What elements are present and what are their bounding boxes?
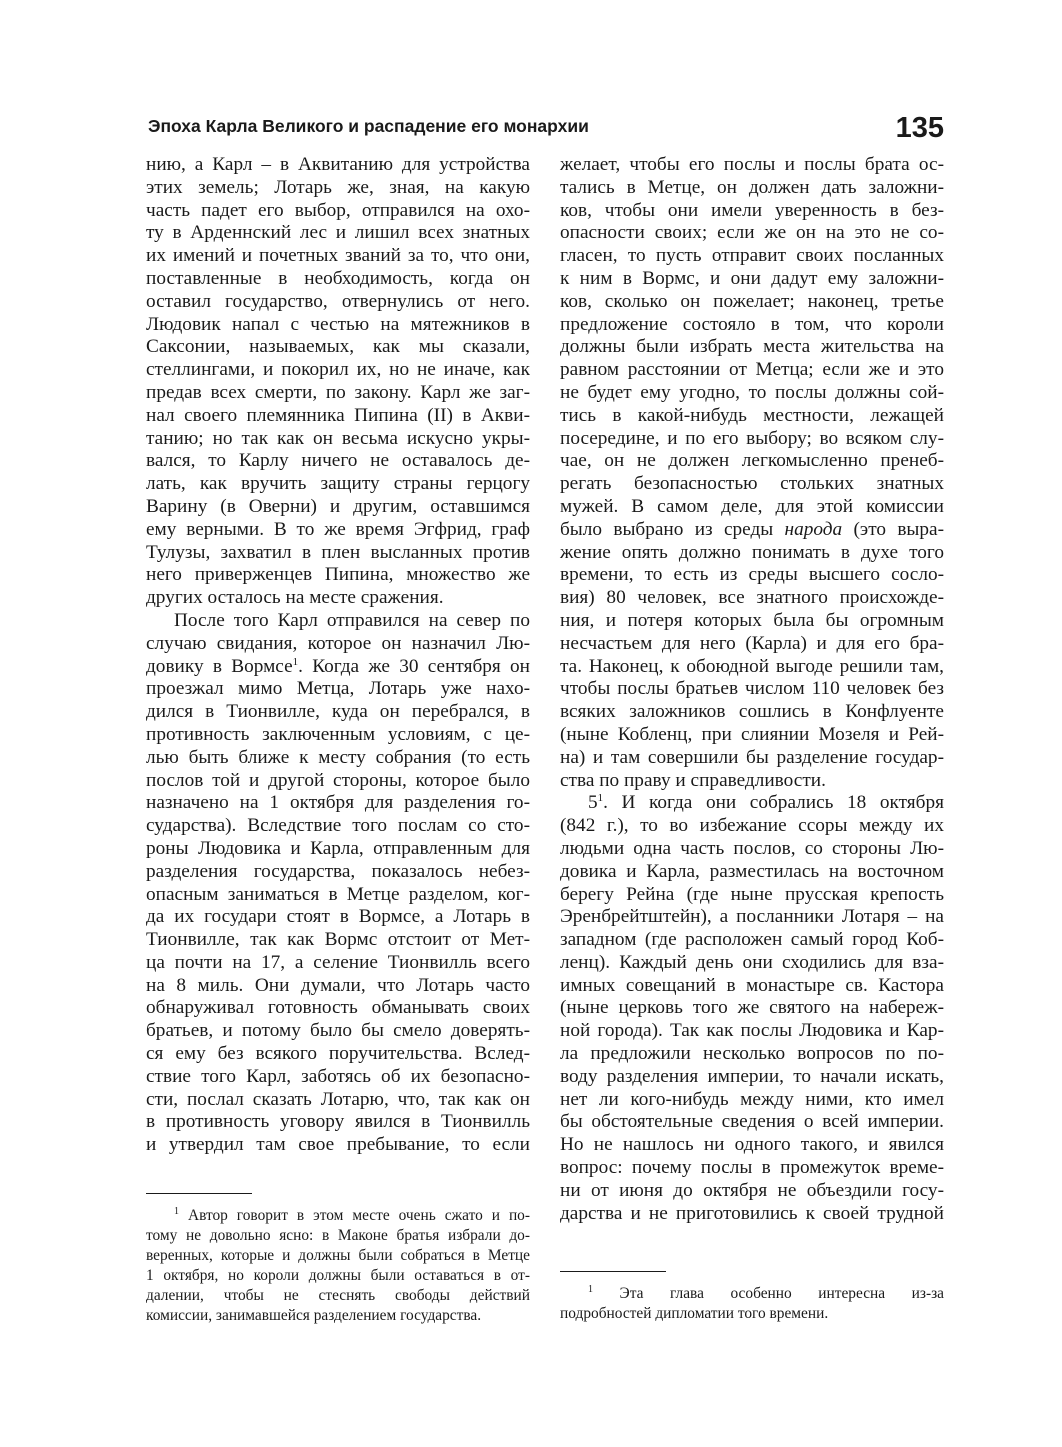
text-line-with-section-ref <box>560 792 944 815</box>
text-line: сударства). Вследствие того послам со сто- <box>146 815 530 837</box>
text-line: (842 г.), то во избежание ссоры между их <box>560 815 944 837</box>
text-line-with-italic <box>560 519 944 542</box>
text-line: других осталось на месте сражения. <box>146 587 444 609</box>
text-line: к ним в Вормс, и они дадут ему заложни- <box>560 267 944 289</box>
text-line: него приверженцев Пипина, множество же <box>146 564 530 586</box>
text-line: нет ли кого-нибудь между ними, кто имел <box>560 1088 944 1110</box>
footnote-right <box>560 1284 944 1324</box>
text-line: дарства и не приготовились к своей трудной <box>560 1202 944 1224</box>
text-line: и утвердил там свое пребывание, то если <box>146 1134 530 1156</box>
text-line: (ныне Кобленц, при слиянии Мозеля и Рей- <box>560 723 944 745</box>
text-line: танию; но так как он весьма искусно укры- <box>146 427 530 449</box>
text-line: жение опять должно понимать в духе того <box>560 541 944 563</box>
text-line: вопрос: почему послы в промежуток време- <box>560 1157 944 1179</box>
text-fragment: (это выра- <box>842 518 945 540</box>
text-line: лью быть ближе к месту собрания (то есть <box>146 746 530 768</box>
text-line: вия) 80 человек, все знатного происхожде- <box>560 587 944 609</box>
text-line: обнаруживал готовность обманывать своих <box>146 997 530 1019</box>
italic-word: народа <box>784 518 843 540</box>
text-line: противность заключенным условиям, с це- <box>146 723 530 745</box>
text-line: Тулузы, захватил в плен высланных против <box>146 541 530 563</box>
text-line: тись в какой-нибудь местности, лежащей <box>560 404 944 426</box>
text-line: регать безопасностью стольких знатных <box>560 473 944 495</box>
text-line: мужей. В самом деле, для этой комиссии <box>560 495 944 517</box>
text-line: ствие того Карл, заботясь об их безопасно- <box>146 1065 530 1087</box>
text-line: назначено на 1 октября для разделения го- <box>146 792 530 814</box>
text-line: тались в Метце, он должен дать заложни- <box>560 176 944 198</box>
text-line: довика и Карла, разместилась на восточном <box>560 860 944 882</box>
text-line: ния, и потеря которых была бы огромным <box>560 609 944 631</box>
text-line: Эренбрейтштейн), а посланники Лотаря – на <box>560 906 944 928</box>
text-line: стеллингами, и покорил их, но не иначе, как <box>146 359 530 381</box>
text-line: в противность уговору явился в Тионвилль <box>146 1111 530 1133</box>
text-line: гласен, то пусть отправит своих посланных <box>560 245 944 267</box>
text-line: на) и там совершили бы разделение государ- <box>560 746 944 768</box>
text-line: воду разделения империи, то начали искать, <box>560 1065 944 1087</box>
text-line: Варину (в Оверни) и другим, оставшимся <box>146 495 530 517</box>
running-header: Эпоха Карла Великого и распадение его монархии <box>148 116 589 136</box>
text-line: предав всех смерти, по закону. Карл же заг- <box>146 381 530 403</box>
right-column <box>560 154 944 1225</box>
text-line: дился в Тионвилле, куда он перебрался, в <box>146 701 530 723</box>
text-line: часть падет его выбор, отправился на охо- <box>146 199 530 221</box>
text-line: та. Наконец, к обоюдной выгоде решили там, <box>560 655 944 677</box>
text-line: бы обстоятельные сведения о всей империи. <box>560 1111 944 1133</box>
text-line: не будет ему угодно, то послы должны сой- <box>560 381 944 403</box>
text-fragment: . Когда же 30 сентября он <box>298 655 530 677</box>
text-line: западном (где расположен самый город Коб- <box>560 929 944 951</box>
footnote-line: веренных, которые и должны были собраться в Метце <box>146 1247 530 1264</box>
text-line: чае, он не должен легкомысленно пренеб- <box>560 450 944 472</box>
footnote-line: далении, чтобы не стеснять свободы действий <box>146 1287 530 1304</box>
text-line: Тионвилле, так как Вормс отстоит от Мет- <box>146 929 530 951</box>
footnote-line: тому не довольно ясно: в Маконе братья избрали до- <box>146 1227 530 1244</box>
text-line: ся ему без всякого поручительства. Вслед- <box>146 1043 530 1065</box>
text-line: ла предложили несколько вопросов по по- <box>560 1043 944 1065</box>
text-line: ков, сколько он пожелает; наконец, третье <box>560 290 944 312</box>
text-line: нию, а Карл – в Аквитанию для устройства <box>146 154 530 175</box>
text-line-with-footnote-ref <box>146 656 530 679</box>
text-line: Людовик напал с честью на мятежников в <box>146 313 530 335</box>
text-line: берегу Рейна (где ныне прусская крепость <box>560 883 944 905</box>
text-line: опасным заниматься в Метце разделом, ког- <box>146 883 530 905</box>
text-line: ему верными. В то же время Эгфрид, граф <box>146 518 530 540</box>
text-line: имных совещаний в монастыре св. Кастора <box>560 974 944 996</box>
text-line: братьев, и потому было бы смело доверять- <box>146 1020 530 1042</box>
text-line: ленц). Каждый день они сходились для вза- <box>560 951 944 973</box>
text-fragment: было выбрано из среды <box>560 518 774 540</box>
text-line: (ныне церковь того же святого на набереж- <box>560 997 944 1019</box>
footnote-line <box>146 1206 530 1226</box>
text-line: предложение состояло в том, что короли <box>560 313 944 335</box>
footnote-ref: 1 <box>597 792 604 805</box>
footnote-line: комиссии, занимавшейся разделением государства. <box>146 1307 482 1324</box>
text-line: лать, как вручить защиту страны герцогу <box>146 473 530 495</box>
footnote-left <box>146 1206 530 1326</box>
text-line: чтобы послы братьев числом 110 человек без <box>560 678 944 700</box>
footnote-divider <box>560 1271 666 1272</box>
footnote-marker: 1 <box>588 1284 593 1295</box>
text-line: сти, послал сказать Лотарю, что, так как он <box>146 1088 530 1110</box>
section-number: 5 <box>588 792 598 814</box>
footnote-ref: 1 <box>292 655 299 668</box>
text-line: их имений и почетных званий за то, что они, <box>146 245 530 267</box>
left-column <box>146 154 530 1157</box>
text-line: этих земель; Лотарь же, зная, на какую <box>146 176 530 198</box>
text-line: посередине, и по его выбору; во всяком слу- <box>560 427 944 449</box>
text-line: роны Людовика и Карла, отправленным для <box>146 837 530 859</box>
text-line: послов той и другой стороны, которое было <box>146 769 530 791</box>
text-line: ства по праву и справедливости. <box>560 769 826 791</box>
footnote-divider <box>146 1193 252 1194</box>
text-line: опасности своих; если же он на это не со- <box>560 222 944 244</box>
text-line: нал своего племянника Пипина (II) в Акви- <box>146 404 530 426</box>
footnote-line: подробностей дипломатии того времени. <box>560 1305 829 1322</box>
text-line: людьми одна часть послов, со стороны Лю- <box>560 837 944 859</box>
text-line: желает, чтобы его послы и послы брата ос- <box>560 154 944 175</box>
text-line: равном расстоянии от Метца; если же и это <box>560 359 944 381</box>
text-line: поставленные в необходимость, когда он <box>146 267 530 289</box>
footnote-line <box>560 1284 944 1304</box>
text-line: ни от июня до октября не объездили госу- <box>560 1179 944 1201</box>
text-line: вался, то Карлу ничего не оставалось де- <box>146 450 530 472</box>
text-line: ков, чтобы они имели уверенность в без- <box>560 199 944 221</box>
text-line: случаю свидания, которое он назначил Лю- <box>146 632 530 654</box>
text-line: оставил государство, отвернулись от него. <box>146 290 530 312</box>
text-line: Саксонии, называемых, как мы сказали, <box>146 336 530 358</box>
text-line: ту в Арденнский лес и лишил всех знатных <box>146 222 530 244</box>
text-fragment: Автор говорит в этом месте очень сжато и по- <box>179 1207 530 1224</box>
text-line: ной города). Так как послы Людовика и Кар- <box>560 1020 944 1042</box>
text-line: ца почти на 17, а селение Тионвилль всего <box>146 951 530 973</box>
text-line: времени, то есть из среды высшего сосло- <box>560 564 944 586</box>
text-fragment: . И когда они собрались 18 октября <box>603 792 944 814</box>
text-line: да их государи стоят в Вормсе, а Лотарь в <box>146 906 530 928</box>
text-line: разделения государства, показалось небез- <box>146 860 530 882</box>
text-line: всяких заложников сошлись в Конфлуенте <box>560 701 944 723</box>
text-line: на 8 миль. Они думали, что Лотарь часто <box>146 974 530 996</box>
text-line: После того Карл отправился на север по <box>174 609 530 631</box>
text-fragment: Эта глава особенно интересна из-за <box>593 1285 944 1302</box>
footnote-line: 1 октября, но короли должны были оставаться в от- <box>146 1267 530 1284</box>
footnote-marker: 1 <box>174 1206 179 1217</box>
text-line: Но не нашлось ни одного такого, и явился <box>560 1134 944 1156</box>
text-fragment: довику в Вормсе <box>146 655 293 677</box>
text-line: несчастьем для него (Карла) и для его бра- <box>560 632 944 654</box>
text-line: должны были избрать места жительства на <box>560 336 944 358</box>
page-number: 135 <box>895 112 944 144</box>
text-line: проезжал мимо Метца, Лотарь уже нахо- <box>146 678 530 700</box>
